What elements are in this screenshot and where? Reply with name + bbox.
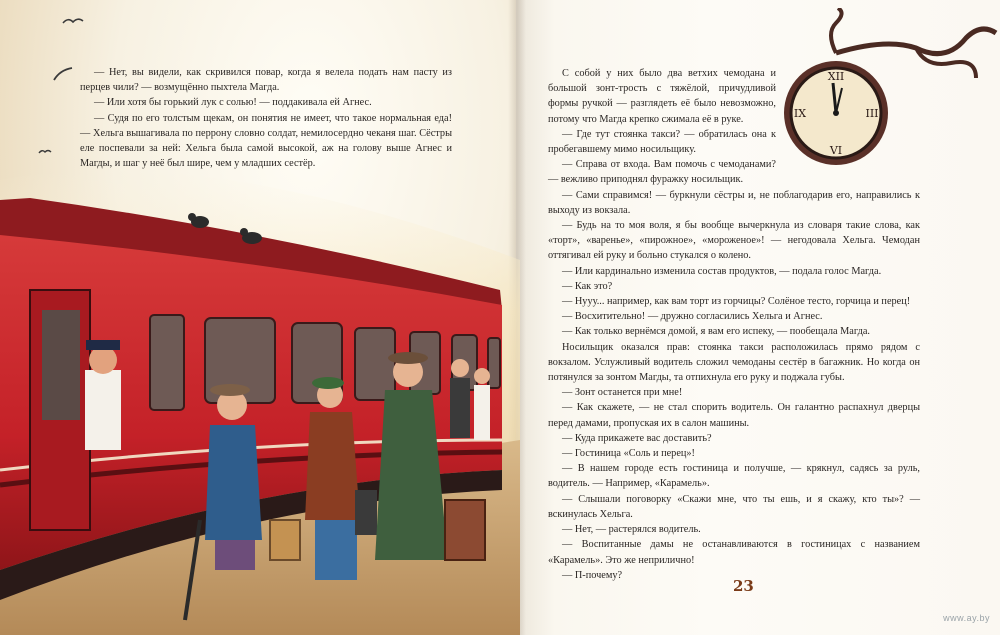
page-number: 23 [733, 577, 754, 595]
paragraph: — Восхитительно! — дружно согласились Хельга и Агнес. [562, 311, 823, 323]
watermark: www.ay.by [943, 613, 990, 623]
svg-text:XII: XII [827, 70, 845, 83]
paragraph: — Как только вернёмся домой, я вам его испеку, — пообещала Магда. [562, 326, 870, 338]
paragraph: Носильщик оказался прав: стоянка такси расположилась прямо рядом с вокзалом. Услужливый водитель сложил чемоданы сестёр в багажник. Но когда он потянулся за зонтом Магды, та отпихнула его руку и поджала губы. [548, 341, 920, 384]
paragraph: — В нашем городе есть гостиница и получше, — крякнул, садясь за руль, водитель. — Например, «Карамель». [548, 463, 920, 490]
paragraph: — П-почему? [562, 569, 623, 581]
paragraph: — Нет, вы видели, как скривился повар, когда я велела подать нам пасту из перцев чили? — возмущённо пыхтела Магда. [80, 67, 452, 94]
svg-text:IX: IX [793, 107, 807, 120]
bird-icon [52, 66, 74, 84]
paragraph: — Или хотя бы горький лук с солью! — поддакивала ей Агнес. [94, 97, 372, 109]
paragraph: — Зонт останется при мне! [562, 387, 683, 399]
svg-text:III: III [865, 107, 879, 120]
paragraph: — Где тут стоянка такси? — обратилась она к пробегавшему мимо носильщику. [548, 128, 776, 156]
right-page-text [548, 66, 920, 583]
paragraph: — Справа от входа. Вам помочь с чемоданами? — вежливо приподнял фуражку носильщик. [548, 159, 776, 186]
svg-text:VI: VI [829, 144, 843, 157]
left-page-text [80, 65, 452, 171]
paragraph: — Гостиница «Соль и перец»! [562, 448, 695, 460]
paragraph: — Нууу... например, как вам торт из горчицы? Солёное тесто, горчица и перец! [562, 296, 911, 308]
bird-icon [62, 16, 84, 26]
paragraph: — Как это? [562, 280, 613, 292]
paragraph: — Или кардинально изменила состав продуктов, — подала голос Магда. [562, 265, 882, 277]
paragraph: — Воспитанные дамы не останавливаются в гостиницах с названием «Карамель». Это же неприлично! [548, 539, 920, 566]
paragraph: — Куда прикажете вас доставить? [562, 432, 712, 444]
paragraph: — Слышали поговорку «Скажи мне, что ты ешь, и я скажу, кто ты»? — вскинулась Хельга. [548, 493, 920, 520]
train-station-illustration [0, 140, 520, 635]
paragraph: — Нет, — растерялся водитель. [562, 524, 701, 536]
paragraph: С собой у них было два ветхих чемодана и большой зонт-трость с тяжёлой, причудливой формы ручкой — разглядеть её было невозможно, потому что Магда крепко сжимала её в руке. [548, 68, 776, 125]
paragraph: — Судя по его толстым щекам, он понятия не имеет, что такое нормальная еда! — Хельга вышагивала по перрону словно солдат, немилосердно чеканя шаг. Сёстры еле поспевали за ней: Хельга была самой высокой, аж на голову выше Агнес и Магды, и шаг у неё был шире, чем у младших сестёр. [80, 112, 452, 170]
paragraph: — Будь на то моя воля, я бы вообще вычеркнула из словаря такие слова, как «торт», «варенье», «пирожное», «мороженое»! — негодовала Хельга. Чемодан оттягивал ей руку и больно стукался о колено. [548, 220, 920, 262]
paragraph: — Сами справимся! — буркнули сёстры и, не поблагодарив его, направились к выходу из вокзала. [548, 189, 920, 216]
paragraph: — Как скажете, — не стал спорить водитель. Он галантно распахнул дверцы перед дамами, пропуская их в салон машины. [548, 402, 920, 429]
